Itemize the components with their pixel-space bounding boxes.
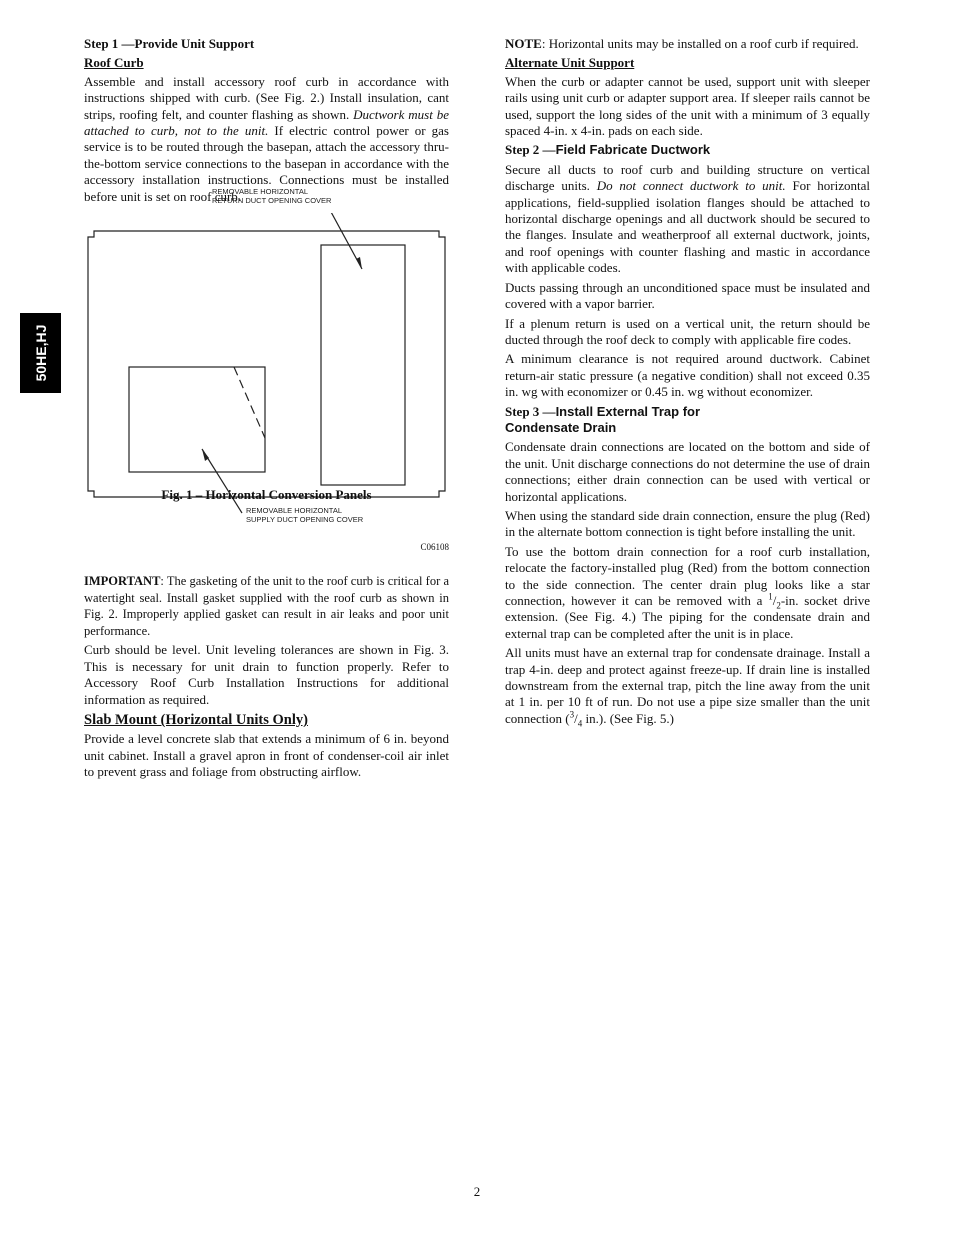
step2-paragraph-3: If a plenum return is used on a vertical unit, the return should be ducted through the roof deck to comply with applicable fire codes. (505, 315, 870, 347)
step1-heading: Step 1 —Provide Unit Support (84, 36, 255, 51)
step2-paragraph-2: Ducts passing through an unconditioned space must be insulated and covered with a vapor barrier. (505, 279, 870, 312)
step3-prefix: Step 3 — (505, 403, 556, 419)
roof-curb-paragraph (84, 74, 449, 205)
step3-title: Install External Trap for (555, 403, 701, 419)
step3-paragraph-2: When using the standard side drain connection, ensure the plug (Red) in the alternate bottom connection is tight before installing the unit. (505, 507, 870, 540)
text-run: For horizontal applications, field-supplied isolation flanges should be attached to horizontal discharge openings and all ductwork should be secured to the flanges. Insulate and weatherproof all external ductwork, joints, and roof openings with counter flashing and mastic in accordance with applicable codes. (505, 178, 871, 276)
step3-title-line2: Condensate Drain (505, 419, 617, 435)
slab-mount-heading: Slab Mount (Horizontal Units Only) (84, 712, 308, 729)
figure-code: C06108 (420, 542, 449, 553)
step3-heading (505, 404, 870, 437)
step2-paragraph-1 (505, 162, 870, 277)
text-run: To use the bottom drain connection for a roof curb installation, relocate the factory-installed plug (Red) from the bottom connection to the side connection. The center drain plug looks like a star connection, however it can be removed with a (505, 543, 870, 608)
fraction-numerator: 1 (768, 591, 773, 602)
level-paragraph: Curb should be level. Unit leveling tolerances are shown in Fig. 3. This is necessary for unit drain to function properly. Refer to Accessory Roof Curb Installation Instructions for additional information as required. (84, 642, 449, 707)
figure-label-supply: REMOVABLE HORIZONTAL SUPPLY DUCT OPENING COVER (246, 506, 364, 525)
step2-heading (505, 142, 870, 158)
side-tab-label: 50HE,HJ (32, 324, 49, 382)
important-label: IMPORTANT (84, 574, 161, 589)
text-run: All units must have an external trap for condensate drainage. Install a trap 4-in. deep and protect against freeze-up. If drain line is installed downstream from the external trap, pitch the line away from the unit at 1 in. per 10 ft of run. Do not use a pipe size smaller than the unit connection ( (505, 645, 870, 726)
italic-run: Do not connect ductwork to unit. (596, 178, 786, 194)
text-run: : Horizontal units may be installed on a roof curb if required. (541, 36, 859, 51)
text-run: -in. socket drive extension. (See Fig. 4.) The piping for the condensate drain and external trap can be completed after the unit is in place. (505, 593, 870, 641)
note-paragraph (505, 36, 870, 52)
text-run: in.). (See Fig. 5.) (582, 710, 674, 726)
roof-curb-heading: Roof Curb (84, 55, 144, 71)
side-tab (20, 313, 61, 393)
important-paragraph (84, 573, 449, 639)
text-run: : The gasketing of the unit to the roof curb is critical for a watertight seal. Install gasket supplied with the roof curb as shown in Fig. 2. Improperly applied gasket can result in air leaks and poor unit performance. (84, 574, 449, 638)
text-run: Assemble and install accessory roof curb in accordance with instructions shipped with curb. (See Fig. 2.) Install insulation, cant strips, roofing felt, and counter flashing as shown. (84, 73, 449, 122)
left-column (84, 36, 449, 784)
page-number: 2 (473, 1184, 481, 1199)
slab-mount-paragraph: Provide a level concrete slab that extends a minimum of 6 in. beyond unit cabinet. Install a gravel apron in front of condenser-coil air inlet to prevent grass and foliage from obstructing airflow. (84, 731, 449, 780)
figure-label-return: REMOVABLE HORIZONTAL RETURN DUCT OPENING COVER (212, 187, 332, 206)
right-column (505, 36, 870, 730)
figure-caption: Fig. 1 – Horizontal Conversion Panels (161, 487, 372, 503)
step2-prefix: Step 2 — (505, 142, 556, 158)
fraction-numerator: 3 (569, 709, 575, 720)
fraction-denominator: 2 (776, 600, 781, 611)
fraction-denominator: 4 (577, 718, 583, 729)
alternate-support-paragraph: When the curb or adapter cannot be used, support unit with sleeper rails using unit curb or adapter support area. If sleeper rails cannot be used, support the long sides of the unit with a minimum of 3 equally spaced 4-in. x 4-in. pads on each side. (505, 73, 870, 139)
italic-run: Ductwork must be attached to curb, not to the unit. (84, 106, 449, 139)
alternate-support-heading: Alternate Unit Support (505, 55, 635, 71)
note-label: NOTE (505, 36, 542, 51)
text-run: Secure all ducts to roof curb and building structure on vertical discharge units. (505, 161, 870, 194)
step3-paragraph-4: All units must have an external trap for condensate drainage. Install a trap 4-in. deep and protect against freeze-up. If drain line is installed downstream from the external trap, pitch the line away from the unit at 1 in. per 10 ft of run. Do not use a pipe size smaller than the unit connection ($^3/_4$ in.). (See Fig. 5.) (505, 645, 870, 729)
step2-paragraph-4: A minimum clearance is not required around ductwork. Cabinet return-air static pressure (a negative condition) shall not exceed 0.35 in. wg with economizer or 0.45 in. wg without economizer. (505, 351, 870, 400)
step3-paragraph-1: Condensate drain connections are located on the bottom and side of the unit. Unit discharge connections do not determine the use of drain connections; either drain connection can be used with vertical or horizontal applications. (505, 439, 870, 504)
step3-paragraph-3: To use the bottom drain connection for a roof curb installation, relocate the factory-installed plug (Red) from the bottom connection to the side connection. The center drain plug looks like a star connection, however it can be removed with a $^1/_2-in$. socket drive extension. (See Fig. 4.) The piping for the condensate drain and external trap can be completed after the unit is in place. (505, 543, 870, 641)
text-run: If electric control power or gas service is to be routed through the basepan, attach the accessory thru-the-bottom service connections to the basepan in accordance with the accessory installation instructions. Connections must be installed before unit is set on roof curb. (84, 123, 449, 204)
step2-title: Field Fabricate Ductwork (555, 142, 711, 158)
